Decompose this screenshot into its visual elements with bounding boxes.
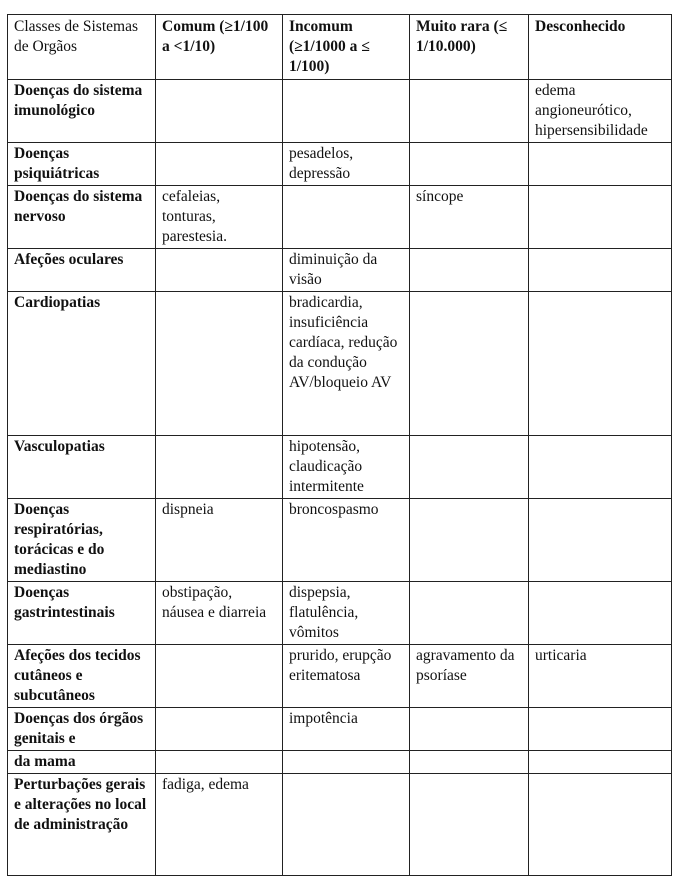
adverse-reactions-table — [7, 14, 672, 876]
system-class-cell: Doenças psiquiátricas — [8, 143, 156, 186]
common-cell — [156, 436, 283, 499]
table-row — [8, 499, 672, 582]
system-class-cell: Doenças do sistema nervoso — [8, 186, 156, 249]
common-cell: cefaleias, tonturas, parestesia. — [156, 186, 283, 249]
system-class-cell: Vasculopatias — [8, 436, 156, 499]
very-rare-cell — [410, 436, 529, 499]
header-very-rare: Muito rara (≤ 1/10.000) — [410, 15, 529, 80]
common-cell — [156, 143, 283, 186]
unknown-cell — [529, 774, 672, 876]
table-row — [8, 645, 672, 708]
table-row — [8, 436, 672, 499]
system-class-cell: Doenças do sistema imunológico — [8, 80, 156, 143]
uncommon-cell: hipotensão, claudicação intermitente — [283, 436, 410, 499]
header-system-class: Classes de Sistemas de Orgãos — [8, 15, 156, 80]
common-cell — [156, 80, 283, 143]
uncommon-cell: bradicardia, insuficiência cardíaca, redução da condução AV/bloqueio AV — [283, 292, 410, 436]
very-rare-cell — [410, 499, 529, 582]
table-row — [8, 708, 672, 751]
table-row — [8, 143, 672, 186]
unknown-cell — [529, 436, 672, 499]
unknown-cell — [529, 292, 672, 436]
uncommon-cell: dispepsia, flatulência, vômitos — [283, 582, 410, 645]
unknown-cell — [529, 249, 672, 292]
system-class-cell: Afeções dos tecidos cutâneos e subcutâneos — [8, 645, 156, 708]
uncommon-cell — [283, 751, 410, 774]
system-class-cell: Doenças respiratórias, torácicas e do mediastino — [8, 499, 156, 582]
unknown-cell — [529, 186, 672, 249]
system-class-cell: Cardiopatias — [8, 292, 156, 436]
unknown-cell — [529, 143, 672, 186]
uncommon-cell: pesadelos, depressão — [283, 143, 410, 186]
unknown-cell — [529, 499, 672, 582]
system-class-cell: Doenças gastrintestinais — [8, 582, 156, 645]
table-row — [8, 751, 672, 774]
header-unknown: Desconhecido — [529, 15, 672, 80]
system-class-cell: Doenças dos órgãos genitais e — [8, 708, 156, 751]
common-cell — [156, 708, 283, 751]
uncommon-cell: impotência — [283, 708, 410, 751]
very-rare-cell — [410, 249, 529, 292]
table-row — [8, 774, 672, 876]
unknown-cell: urticaria — [529, 645, 672, 708]
common-cell: obstipação, náusea e diarreia — [156, 582, 283, 645]
system-class-cell: da mama — [8, 751, 156, 774]
table-row — [8, 292, 672, 436]
uncommon-cell: broncospasmo — [283, 499, 410, 582]
very-rare-cell — [410, 143, 529, 186]
common-cell: dispneia — [156, 499, 283, 582]
unknown-cell — [529, 751, 672, 774]
common-cell — [156, 751, 283, 774]
common-cell: fadiga, edema — [156, 774, 283, 876]
very-rare-cell — [410, 292, 529, 436]
uncommon-cell: prurido, erupção eritematosa — [283, 645, 410, 708]
very-rare-cell: agravamento da psoríase — [410, 645, 529, 708]
system-class-cell: Afeções oculares — [8, 249, 156, 292]
uncommon-cell — [283, 80, 410, 143]
table-row — [8, 249, 672, 292]
very-rare-cell — [410, 774, 529, 876]
table-row — [8, 582, 672, 645]
unknown-cell — [529, 708, 672, 751]
unknown-cell: edema angioneurótico, hipersensibilidade — [529, 80, 672, 143]
very-rare-cell — [410, 582, 529, 645]
system-class-cell: Perturbações gerais e alterações no local de administração — [8, 774, 156, 876]
common-cell — [156, 249, 283, 292]
table-row — [8, 186, 672, 249]
header-uncommon: Incomum (≥1/1000 a ≤ 1/100) — [283, 15, 410, 80]
very-rare-cell — [410, 80, 529, 143]
common-cell — [156, 645, 283, 708]
table-row — [8, 80, 672, 143]
uncommon-cell — [283, 774, 410, 876]
very-rare-cell — [410, 708, 529, 751]
very-rare-cell: síncope — [410, 186, 529, 249]
table-header-row — [8, 15, 672, 80]
header-common: Comum (≥1/100 a <1/10) — [156, 15, 283, 80]
very-rare-cell — [410, 751, 529, 774]
unknown-cell — [529, 582, 672, 645]
common-cell — [156, 292, 283, 436]
uncommon-cell — [283, 186, 410, 249]
uncommon-cell: diminuição da visão — [283, 249, 410, 292]
